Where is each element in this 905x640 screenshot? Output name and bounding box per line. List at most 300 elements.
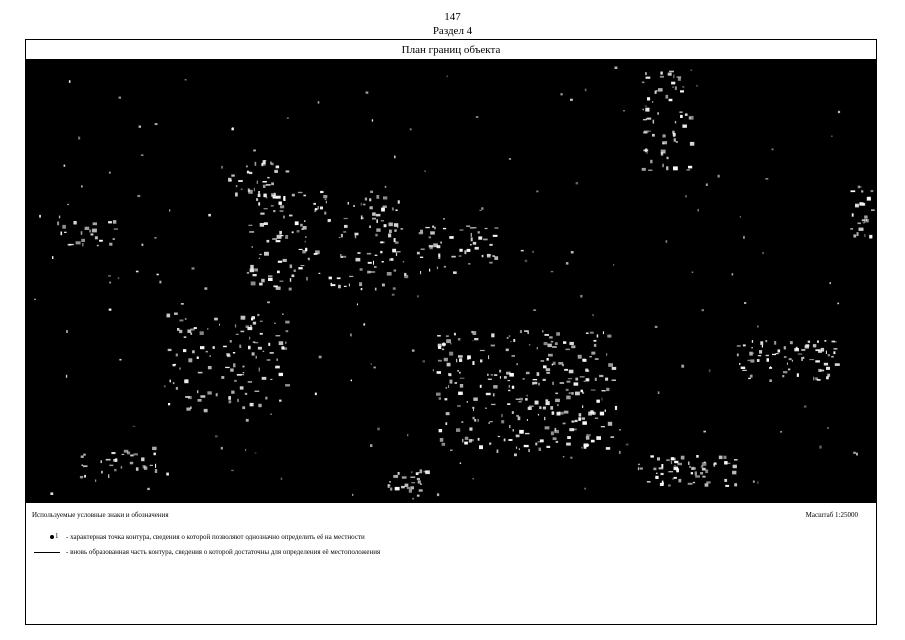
map-speck <box>429 269 430 272</box>
map-speck <box>858 186 860 189</box>
map-speck <box>527 332 529 334</box>
map-speck <box>705 483 709 486</box>
map-speck <box>525 398 528 401</box>
map-speck <box>429 236 431 238</box>
map-speck <box>526 372 530 374</box>
map-speck <box>297 230 300 233</box>
map-speck <box>590 332 594 334</box>
map-speck <box>491 345 495 347</box>
map-speck <box>516 435 520 438</box>
map-speck <box>258 404 261 407</box>
map-speck <box>704 462 706 463</box>
map-speck <box>508 439 512 441</box>
map-speck <box>857 232 859 236</box>
map-speck <box>271 182 274 185</box>
map-speck <box>238 180 243 182</box>
map-speck <box>234 380 237 382</box>
map-speck <box>389 481 391 483</box>
map-speck <box>286 330 289 332</box>
map-speck <box>672 478 673 479</box>
map-speck <box>186 408 190 411</box>
map-speck <box>409 489 412 493</box>
map-speck <box>551 271 554 272</box>
map-speck <box>862 219 865 221</box>
map-speck <box>548 354 553 357</box>
map-speck <box>533 309 536 311</box>
map-speck <box>275 366 280 369</box>
map-speck <box>671 82 675 85</box>
map-speck <box>554 430 559 433</box>
map-speck <box>671 458 676 461</box>
map-speck <box>277 271 280 274</box>
map-speck <box>337 277 341 279</box>
map-speck <box>504 439 506 442</box>
map-speck <box>271 163 273 166</box>
map-speck <box>528 407 532 410</box>
map-speck <box>473 398 478 401</box>
map-speck <box>653 468 656 471</box>
map-speck <box>262 377 267 380</box>
map-speck <box>92 229 97 233</box>
map-speck <box>702 468 706 471</box>
map-speck <box>255 452 257 453</box>
map-speck <box>544 417 545 420</box>
map-speck <box>328 219 331 222</box>
map-speck <box>108 275 111 277</box>
map-speck <box>481 207 483 209</box>
map-speck <box>737 345 741 347</box>
map-speck <box>141 154 144 156</box>
map-speck <box>263 181 267 183</box>
map-speck <box>256 198 258 201</box>
map-speck <box>59 216 60 219</box>
map-speck <box>508 380 511 381</box>
map-speck <box>84 475 86 478</box>
map-speck <box>304 220 306 222</box>
map-speck <box>246 419 249 422</box>
map-speck <box>259 283 263 286</box>
map-speck <box>695 471 697 475</box>
map-speck <box>342 256 346 258</box>
map-speck <box>95 480 96 482</box>
map-speck <box>661 150 666 154</box>
map-speck <box>429 245 433 248</box>
map-speck <box>537 372 540 376</box>
map-speck <box>474 338 478 340</box>
map-speck <box>516 399 520 400</box>
map-speck <box>254 342 259 343</box>
map-speck <box>491 404 495 405</box>
map-speck <box>176 387 178 390</box>
map-speck <box>319 356 322 359</box>
map-speck <box>647 118 651 120</box>
map-speck <box>235 193 238 197</box>
map-speck <box>568 378 572 379</box>
map-speck <box>306 277 308 281</box>
map-speck <box>749 352 753 356</box>
map-speck <box>264 222 268 225</box>
map-speck <box>109 172 111 174</box>
map-speck <box>542 330 543 332</box>
map-speck <box>99 240 103 242</box>
map-speck <box>519 448 520 450</box>
map-speck <box>831 356 834 358</box>
map-speck <box>136 467 139 471</box>
map-speck <box>263 185 266 188</box>
map-speck <box>315 250 320 254</box>
map-speck <box>553 362 556 365</box>
map-speck <box>283 197 285 201</box>
map-speck <box>323 195 327 198</box>
map-speck <box>661 473 664 475</box>
map-speck <box>450 343 451 344</box>
map-speck <box>563 456 565 457</box>
map-speck <box>538 383 540 386</box>
map-speck <box>449 236 453 239</box>
map-speck <box>772 354 776 355</box>
map-speck <box>407 487 410 489</box>
map-speck <box>200 331 204 335</box>
map-speck <box>534 382 538 385</box>
map-speck <box>223 346 227 348</box>
map-speck <box>305 248 307 252</box>
map-speck <box>803 357 804 359</box>
map-speck <box>391 258 393 260</box>
map-speck <box>504 376 507 379</box>
map-speck <box>513 429 515 431</box>
map-speck <box>89 230 91 233</box>
map-speck <box>469 439 472 442</box>
map-speck <box>788 369 790 371</box>
map-speck <box>258 347 262 350</box>
map-speck <box>581 447 582 449</box>
map-speck <box>742 370 747 371</box>
map-speck <box>361 203 363 206</box>
map-speck <box>660 76 664 78</box>
map-speck <box>419 489 423 491</box>
map-speck <box>696 455 699 458</box>
map-speck <box>470 227 474 228</box>
map-speck <box>443 342 445 346</box>
map-speck <box>231 175 235 177</box>
map-speck <box>566 389 569 391</box>
map-speck <box>512 386 514 389</box>
map-speck <box>827 427 829 428</box>
map-speck <box>64 165 66 167</box>
map-speck <box>243 366 245 368</box>
map-speck <box>594 344 596 347</box>
map-speck <box>192 350 195 353</box>
map-speck <box>109 282 111 284</box>
map-speck <box>691 472 693 474</box>
map-speck <box>737 354 739 357</box>
map-speck <box>81 185 82 187</box>
map-speck <box>445 398 448 400</box>
map-speck <box>397 251 401 252</box>
map-speck <box>460 384 463 388</box>
map-speck <box>595 358 599 360</box>
map-speck <box>292 275 295 278</box>
map-speck <box>377 428 380 431</box>
map-speck <box>394 238 396 242</box>
map-speck <box>689 466 691 468</box>
map-speck <box>682 125 687 128</box>
map-speck <box>382 261 384 263</box>
legend-item-line <box>34 548 380 558</box>
map-speck <box>394 223 398 227</box>
map-speck <box>493 393 495 396</box>
map-speck <box>509 385 510 388</box>
map-speck <box>561 93 563 95</box>
map-speck <box>674 138 676 141</box>
map-speck <box>783 371 787 373</box>
map-speck <box>642 168 646 171</box>
map-speck <box>493 235 498 237</box>
map-speck <box>750 359 754 362</box>
map-speck <box>563 423 566 425</box>
map-speck <box>261 279 265 283</box>
map-speck <box>286 170 290 172</box>
map-speck <box>660 72 662 75</box>
map-speck <box>351 380 352 382</box>
map-speck <box>394 229 396 231</box>
map-speck <box>371 363 372 364</box>
map-speck <box>585 369 588 372</box>
map-speck <box>478 419 479 422</box>
map-speck <box>276 335 281 336</box>
map-speck <box>861 190 863 192</box>
map-speck <box>674 136 675 137</box>
map-speck <box>467 359 469 360</box>
map-speck <box>73 221 76 225</box>
map-speck <box>320 207 323 210</box>
map-speck <box>626 444 629 446</box>
map-speck <box>313 203 316 205</box>
map-speck <box>267 240 270 243</box>
map-speck <box>692 272 694 273</box>
map-speck <box>619 429 620 430</box>
map-speck <box>118 277 120 279</box>
map-speck <box>601 426 605 427</box>
map-speck <box>525 260 528 262</box>
map-speck <box>185 79 187 81</box>
map-speck <box>246 166 248 168</box>
map-speck <box>66 330 67 333</box>
map-speck <box>248 346 251 350</box>
map-speck <box>817 340 819 343</box>
map-speck <box>608 363 613 367</box>
map-speck <box>544 334 549 336</box>
map-speck <box>662 481 664 485</box>
map-speck <box>424 471 429 473</box>
map-speck <box>376 195 379 199</box>
map-speck <box>394 156 395 159</box>
map-speck <box>550 406 553 410</box>
map-speck <box>645 72 647 75</box>
map-speck <box>265 397 267 400</box>
map-speck <box>453 271 457 274</box>
map-speck <box>81 239 85 242</box>
map-speck <box>563 341 566 344</box>
map-speck <box>437 245 441 248</box>
map-speck <box>459 358 462 362</box>
map-speck <box>57 222 59 226</box>
map-speck <box>298 267 302 269</box>
map-speck <box>448 385 449 388</box>
map-speck <box>748 378 751 379</box>
map-speck <box>361 288 363 290</box>
map-speck <box>320 191 323 193</box>
map-speck <box>183 349 186 352</box>
map-speck <box>648 170 652 171</box>
map-speck <box>462 439 463 443</box>
map-speck <box>200 395 205 397</box>
map-speck <box>582 417 586 419</box>
map-speck <box>871 190 874 192</box>
map-speck <box>482 255 484 257</box>
map-speck <box>338 285 341 289</box>
map-speck <box>750 375 753 378</box>
map-speck <box>372 218 376 220</box>
map-speck <box>114 469 116 471</box>
line-symbol <box>34 548 66 558</box>
map-speck <box>143 465 146 468</box>
map-speck <box>784 356 787 357</box>
map-speck <box>867 197 871 201</box>
map-speck <box>555 393 558 395</box>
map-speck <box>815 360 820 362</box>
map-speck <box>677 463 682 465</box>
map-speck <box>828 354 830 356</box>
map-speck <box>230 340 232 343</box>
map-speck <box>344 225 348 228</box>
map-speck <box>489 262 492 264</box>
map-speck <box>772 148 774 150</box>
map-speck <box>261 163 262 166</box>
map-speck <box>566 349 570 351</box>
map-speck <box>167 314 171 318</box>
map-speck <box>579 413 582 416</box>
map-speck <box>461 421 463 423</box>
map-speck <box>442 349 444 351</box>
map-speck <box>688 166 692 169</box>
map-speck <box>248 381 252 383</box>
map-speck <box>252 316 256 319</box>
map-speck <box>575 378 578 381</box>
map-speck <box>331 284 336 286</box>
map-speck <box>283 347 287 349</box>
map-speck <box>769 379 772 382</box>
map-speck <box>298 192 303 193</box>
map-speck <box>506 349 509 352</box>
map-speck <box>564 369 568 371</box>
map-speck <box>396 210 398 212</box>
map-speck <box>430 231 435 234</box>
map-speck <box>301 265 305 266</box>
map-speck <box>198 399 202 402</box>
map-speck <box>813 344 816 347</box>
map-speck <box>759 350 762 354</box>
map-speck <box>83 465 88 467</box>
map-speck <box>792 360 793 362</box>
map-speck <box>734 459 738 461</box>
map-speck <box>606 388 609 391</box>
map-speck <box>166 473 169 476</box>
map-speck <box>607 335 611 338</box>
map-speck <box>512 411 514 414</box>
map-speck <box>383 196 387 199</box>
map-speck <box>489 421 492 422</box>
map-speck <box>516 415 519 417</box>
map-speck <box>229 400 232 403</box>
map-speck <box>676 141 678 143</box>
map-speck <box>150 465 153 466</box>
map-speck <box>815 349 820 351</box>
map-speck <box>268 343 270 346</box>
map-speck <box>663 134 666 137</box>
map-speck <box>155 469 157 473</box>
map-speck <box>370 206 373 209</box>
map-speck <box>657 90 658 92</box>
map-speck <box>643 109 644 110</box>
map-speck <box>593 314 594 316</box>
map-image <box>26 60 876 503</box>
map-speck <box>657 112 658 115</box>
map-speck <box>398 200 400 203</box>
map-speck <box>245 449 246 451</box>
map-speck <box>236 185 238 187</box>
map-speck <box>449 352 453 356</box>
map-speck <box>50 492 53 495</box>
map-speck <box>247 327 252 330</box>
map-speck <box>173 364 176 366</box>
map-speck <box>216 393 218 396</box>
map-speck <box>600 412 604 416</box>
map-speck <box>642 82 645 84</box>
map-speck <box>270 379 272 380</box>
map-speck <box>458 355 463 358</box>
map-speck <box>292 231 294 233</box>
map-speck <box>794 348 799 351</box>
map-speck <box>271 205 274 206</box>
map-speck <box>349 284 350 287</box>
map-speck <box>340 254 341 257</box>
map-speck <box>544 342 548 345</box>
map-speck <box>52 256 53 259</box>
map-speck <box>350 334 351 337</box>
map-speck <box>240 386 244 389</box>
map-speck <box>551 341 553 343</box>
map-speck <box>423 360 426 362</box>
map-speck <box>392 294 395 296</box>
map-speck <box>869 235 872 239</box>
map-speck <box>787 363 788 365</box>
map-speck <box>673 75 674 79</box>
map-speck <box>698 209 699 212</box>
map-speck <box>136 271 139 273</box>
map-speck <box>247 171 250 173</box>
map-speck <box>833 351 835 354</box>
map-speck <box>208 366 212 369</box>
map-speck <box>154 453 156 456</box>
map-speck <box>668 485 671 487</box>
map-speck <box>448 373 451 376</box>
map-speck <box>285 321 289 324</box>
map-speck <box>190 333 192 335</box>
map-speck <box>375 234 377 237</box>
map-speck <box>255 162 257 166</box>
map-speck <box>524 445 529 447</box>
